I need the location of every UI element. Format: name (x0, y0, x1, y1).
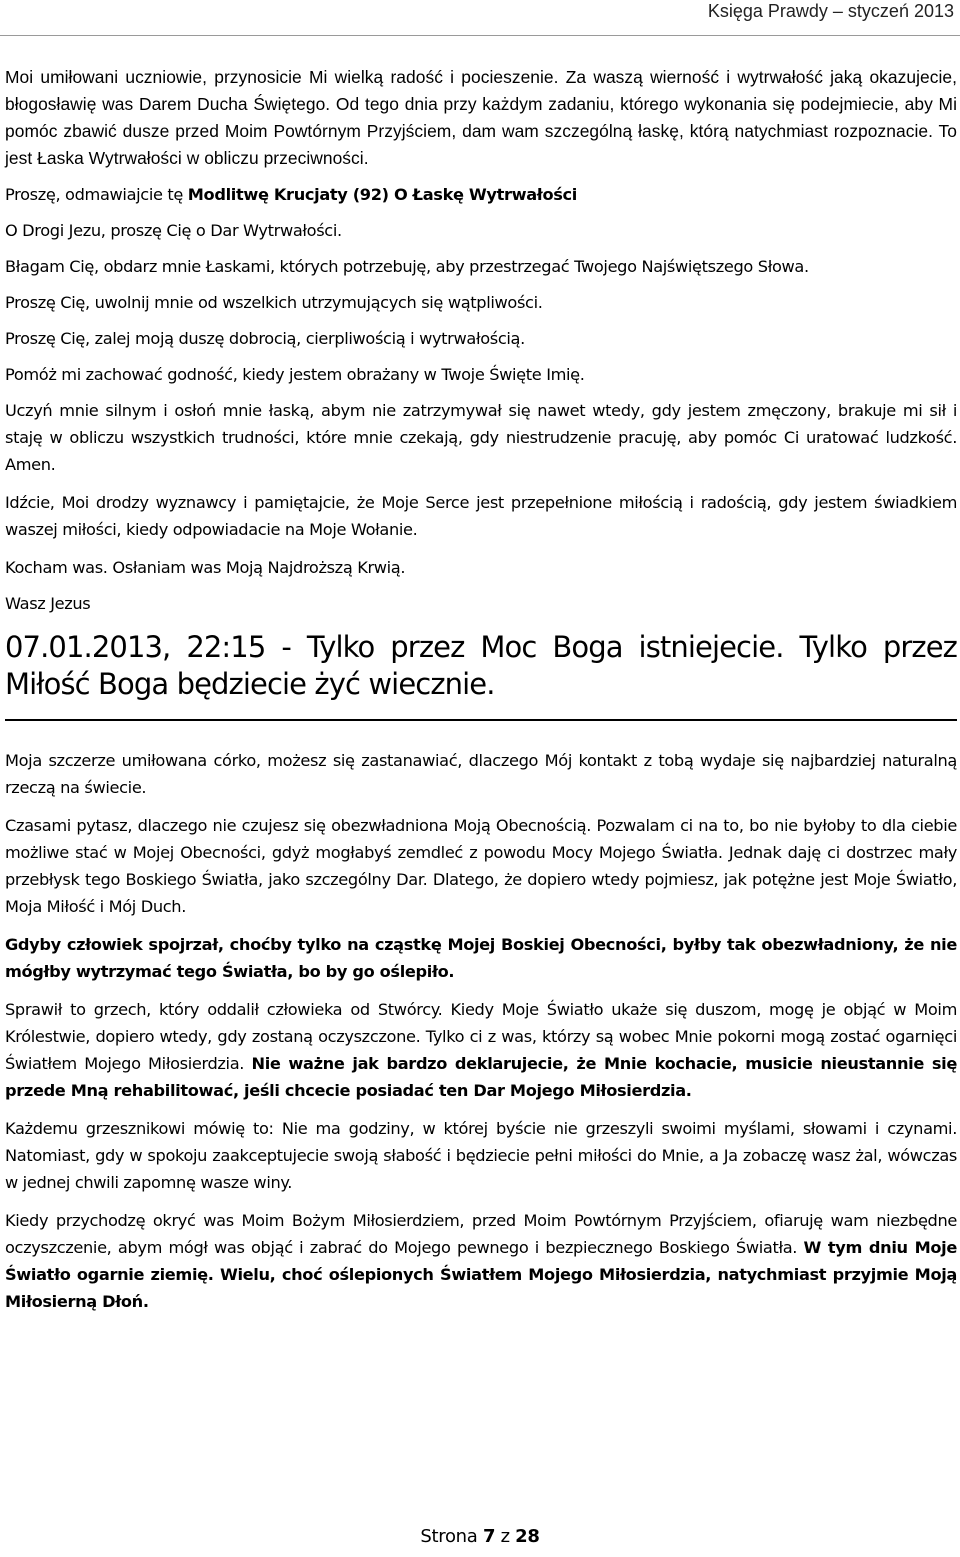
page-footer (0, 1526, 960, 1547)
prayer-intro-paragraph (5, 181, 957, 208)
bold-text: Gdyby człowiek spojrzał, choćby tylko na cząstkę Mojej Boskiej Obecności, byłby tak obezwładniony, że nie mógłby wytrzymać tego Światła, bo by go oślepiło. (5, 935, 957, 981)
page-number-current: 7 (482, 1526, 496, 1547)
prayer-line: Błagam Cię, obdarz mnie Łaskami, których potrzebuję, aby przestrzegać Twojego Najświętszego Słowa. (5, 257, 809, 276)
message-paragraph: Moja szczerze umiłowana córko, możesz się zastanawiać, dlaczego Mój kontakt z tobą wydaje się najbardziej naturalną rzeczą na świecie. (5, 751, 957, 797)
prayer-line: Uczyń mnie silnym i osłoń mnie łaską, abym nie zatrzymywał się nawet wtedy, gdy jestem zmęczony, brakuje mi sił i staję w obliczu wszystkich trudności, które mnie czekają, gdy niestrudzenie pracuję, aby pomóc Ci uratować ludzkość. Amen. (5, 401, 957, 474)
message-paragraph-bold (5, 931, 957, 985)
header-title: Księga Prawdy – styczeń 2013 (707, 1, 954, 21)
message-heading: 07.01.2013, 22:15 - Tylko przez Moc Boga istniejecie. Tylko przez Miłość Boga będziecie żyć wiecznie. (5, 630, 957, 701)
page-number-prefix: Strona (420, 1526, 483, 1547)
closing-paragraph: Idźcie, Moi drodzy wyznawcy i pamiętajcie, że Moje Serce jest przepełnione miłością i radością, gdy jestem świadkiem waszej miłości, kiedy odpowiadacie na Moje Wołanie. (5, 493, 957, 539)
prayer-line: Proszę Cię, zalej moją duszę dobrocią, cierpliwością i wytrwałością. (5, 329, 525, 348)
message-paragraph (5, 1207, 957, 1315)
header-rule (0, 35, 960, 36)
message-paragraph (5, 996, 957, 1104)
bold-text: W tym dniu Moje Światło ogarnie ziemię. Wielu, choć oślepionych Światłem Mojego Miłosierdzia, natychmiast przyjmie Moją Miłosierną Dłoń. (5, 1238, 957, 1311)
message-paragraph: Czasami pytasz, dlaczego nie czujesz się obezwładniona Moją Obecnością. Pozwalam ci na to, bo nie byłoby to dla ciebie możliwe stać w Mojej Obecności, gdyż mogłabyś zemdleć z powodu Mocy Mojego Światła. Jednak daję ci dostrzec mały przebłysk tego Boskiego Światła, jako szczególny Dar. Dlatego, że dopiero wtedy pojmiesz, jak potężne jest Moje Światło, Moja Miłość i Mój Duch. (5, 816, 957, 916)
bold-text: Nie ważne jak bardzo deklarujecie, że Mnie kochacie, musicie nieustannie się przede Mną rehabilitować, jeśli chcecie posiadać ten Dar Mojego Miłosierdzia. (5, 1054, 957, 1100)
page-content (5, 64, 957, 1315)
prayer-intro-text: Proszę, odmawiajcie tę (5, 185, 188, 204)
normal-text: Kiedy przychodzę okryć was Moim Bożym Miłosierdziem, przed Moim Powtórnym Przyjściem, ofiaruję wam niezbędne oczyszczenie, abym mógł was objąć i zabrać do Mojego pewnego i bezpiecznego Boskiego Światła. (5, 1211, 957, 1257)
prayer-line: Proszę Cię, uwolnij mnie od wszelkich utrzymujących się wątpliwości. (5, 293, 543, 312)
page-header (0, 0, 960, 36)
closing-paragraph: Kocham was. Osłaniam was Moją Najdroższą Krwią. (5, 558, 406, 577)
prayer-line: Pomóż mi zachować godność, kiedy jestem obrażany w Twoje Święte Imię. (5, 365, 585, 384)
normal-text: Sprawił to grzech, który oddalił człowieka od Stwórcy. Kiedy Moje Światło ukaże się duszom, mogę je objąć w Moim Królestwie, dopiero wtedy, gdy zostaną oczyszczone. Tylko ci z was, którzy są wobec Mnie pokorni mogą zostać ogarnięci Światłem Mojego Miłosierdzia. (5, 1000, 957, 1073)
message-paragraph: Każdemu grzesznikowi mówię to: Nie ma godziny, w której byście nie grzeszyli swoimi myślami, słowami i czynami. Natomiast, gdy w spokoju zaakceptujecie swoją słabość i będziecie pełni miłości do Mnie, a Ja zobaczę wasz żal, wówczas w jednej chwili zapomnę wasze winy. (5, 1119, 957, 1192)
page-number-middle: z (495, 1526, 516, 1547)
signature: Wasz Jezus (5, 594, 91, 613)
prayer-title: Modlitwę Krucjaty (92) O Łaskę Wytrwałości (187, 185, 577, 204)
heading-rule (5, 719, 957, 721)
page-number-total: 28 (515, 1526, 540, 1547)
prayer-line: O Drogi Jezu, proszę Cię o Dar Wytrwałości. (5, 221, 342, 240)
intro-paragraph: Moi umiłowani uczniowie, przynosicie Mi wielką radość i pocieszenie. Za waszą wierność i wytrwałość jaką okazujecie, błogosławię was Darem Ducha Świętego. Od tego dnia przy każdym zadaniu, którego wykonania się podejmiecie, aby Mi pomóc zbawić dusze przed Moim Powtórnym Przyjściem, dam wam szczególną łaskę, którą natychmiast rozpoznacie. To jest Łaska Wytrwałości w obliczu przeciwności. (5, 67, 957, 168)
